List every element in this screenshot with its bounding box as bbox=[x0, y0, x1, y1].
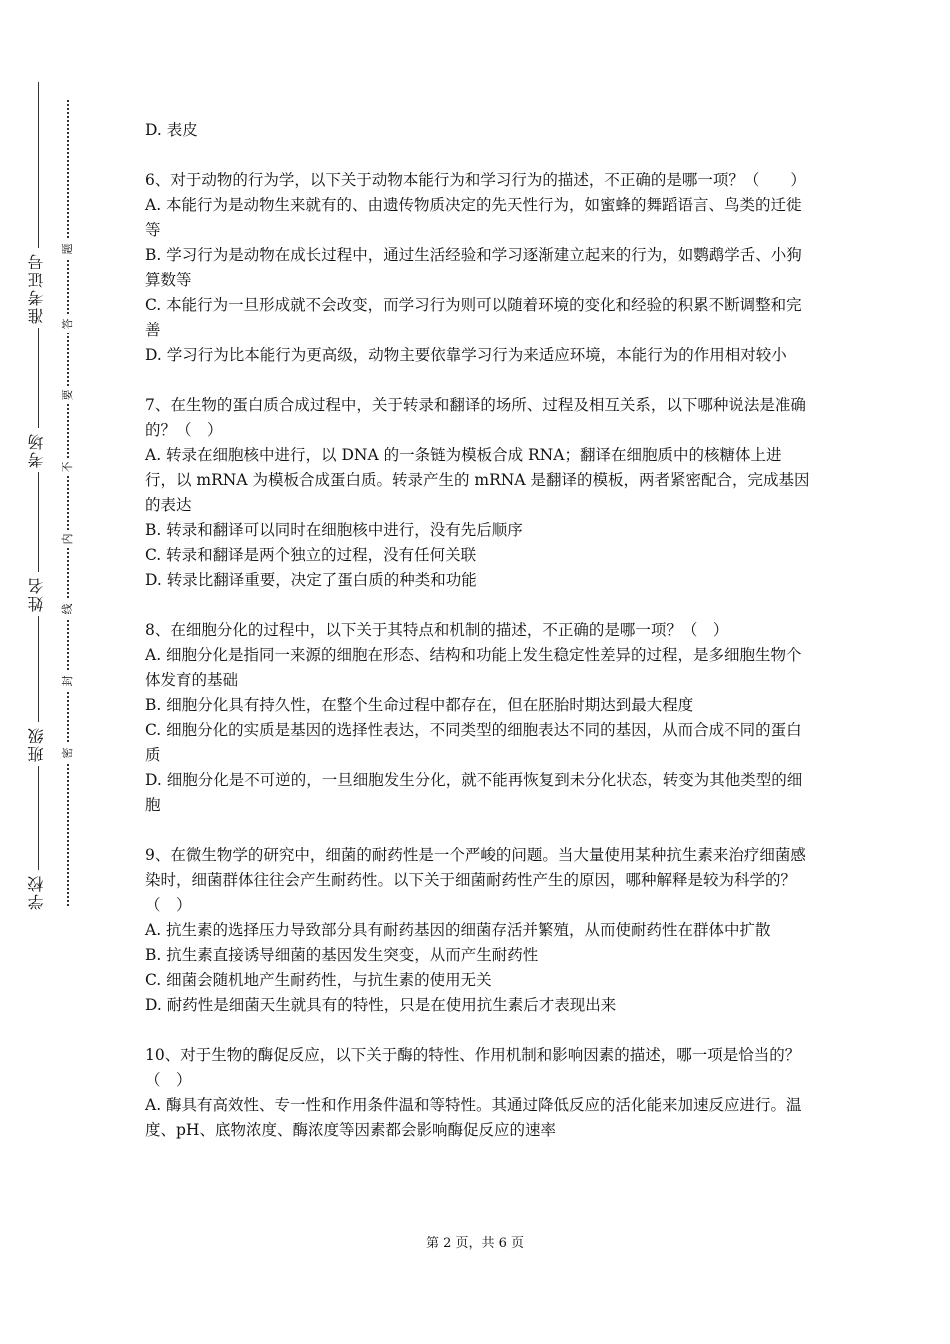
seal-char: 要 bbox=[59, 386, 77, 404]
seal-char: 密 bbox=[59, 744, 77, 762]
question-7 bbox=[145, 393, 810, 593]
option-b: B. 细胞分化具有持久性，在整个生命过程中都存在，但在胚胎时期达到最大程度 bbox=[145, 696, 694, 714]
school-label: 学校 bbox=[22, 870, 52, 914]
option-d: D. 学习行为比本能行为更高级，动物主要依靠学习行为来适应环境，本能行为的作用相对较小 bbox=[145, 346, 787, 364]
question-6 bbox=[145, 168, 810, 368]
option-c: C. 转录和翻译是两个独立的过程，没有任何关联 bbox=[145, 546, 477, 564]
option-b: B. 转录和翻译可以同时在细胞核中进行，没有先后顺序 bbox=[145, 521, 523, 539]
exam-number-label: 准考证号 bbox=[22, 248, 52, 328]
question-stem: 7、在生物的蛋白质合成过程中，关于转录和翻译的场所、过程及相互关系，以下哪种说法是准确的？（ ） bbox=[145, 396, 806, 439]
option-b: B. 学习行为是动物在成长过程中，通过生活经验和学习逐渐建立起来的行为，如鹦鹉学舌、小狗算数等 bbox=[145, 246, 802, 289]
question-stem: 9、在微生物学的研究中，细菌的耐药性是一个严峻的问题。当大量使用某种抗生素来治疗细菌感染时，细菌群体往往会产生耐药性。以下关于细菌耐药性产生的原因，哪种解释是较为科学的？（ ） bbox=[145, 846, 806, 914]
question-10 bbox=[145, 1043, 810, 1143]
seal-char: 不 bbox=[59, 458, 77, 476]
name-label: 姓名 bbox=[22, 572, 52, 616]
question-9 bbox=[145, 843, 810, 1018]
option-d: D. 转录比翻译重要，决定了蛋白质的种类和功能 bbox=[145, 571, 477, 589]
option-d: D. 细胞分化是不可逆的，一旦细胞发生分化，就不能再恢复到未分化状态，转变为其他类型的细胞 bbox=[145, 771, 803, 814]
binding-line-solid bbox=[38, 82, 39, 908]
option-b: B. 抗生素直接诱导细菌的基因发生突变，从而产生耐药性 bbox=[145, 946, 539, 964]
option-a: A. 抗生素的选择压力导致部分具有耐药基因的细菌存活并繁殖，从而使耐药性在群体中扩散 bbox=[145, 921, 771, 939]
exam-room-label: 考场 bbox=[22, 428, 52, 472]
seal-char: 封 bbox=[59, 672, 77, 690]
binding-line-dotted bbox=[67, 100, 69, 906]
option-a: A. 酶具有高效性、专一性和作用条件温和等特性。其通过降低反应的活化能来加速反应进行。温度、pH、底物浓度、酶浓度等因素都会影响酶促反应的速率 bbox=[145, 1096, 802, 1139]
page-footer: 第 2 页，共 6 页 bbox=[425, 1236, 525, 1251]
option-d: D. 耐药性是细菌天生就具有的特性，只是在使用抗生素后才表现出来 bbox=[145, 996, 617, 1014]
question-content bbox=[145, 118, 810, 1143]
option-c: C. 细胞分化的实质是基因的选择性表达，不同类型的细胞表达不同的基因，从而合成不同的蛋白质 bbox=[145, 721, 802, 764]
seal-char: 内 bbox=[59, 530, 77, 548]
seal-char: 答 bbox=[59, 315, 77, 333]
option-a: A. 细胞分化是指同一来源的细胞在形态、结构和功能上发生稳定性差异的过程，是多细胞生物个体发育的基础 bbox=[145, 646, 802, 689]
previous-question-option: D. 表皮 bbox=[145, 121, 198, 139]
question-stem: 10、对于生物的酶促反应，以下关于酶的特性、作用机制和影响因素的描述，哪一项是恰当的？（ ） bbox=[145, 1046, 801, 1089]
option-a: A. 转录在细胞核中进行，以 DNA 的一条链为模板合成 RNA；翻译在细胞质中的核糖体上进行，以 mRNA 为模板合成蛋白质。转录产生的 mRNA 是翻译的模板，两者紧密配合，完成基因的表达 bbox=[145, 446, 810, 514]
option-c: C. 细菌会随机地产生耐药性，与抗生素的使用无关 bbox=[145, 971, 492, 989]
option-a: A. 本能行为是动物生来就有的、由遗传物质决定的先天性行为，如蜜蜂的舞蹈语言、鸟类的迁徙等 bbox=[145, 196, 802, 239]
seal-char: 题 bbox=[59, 240, 77, 258]
seal-char: 线 bbox=[59, 600, 77, 618]
question-8 bbox=[145, 618, 810, 818]
question-stem: 6、对于动物的行为学，以下关于动物本能行为和学习行为的描述，不正确的是哪一项？（ ） bbox=[145, 171, 806, 189]
question-stem: 8、在细胞分化的过程中，以下关于其特点和机制的描述，不正确的是哪一项？（ ） bbox=[145, 621, 729, 639]
class-label: 班级 bbox=[22, 722, 52, 766]
option-c: C. 本能行为一旦形成就不会改变，而学习行为则可以随着环境的变化和经验的积累不断调整和完善 bbox=[145, 296, 802, 339]
